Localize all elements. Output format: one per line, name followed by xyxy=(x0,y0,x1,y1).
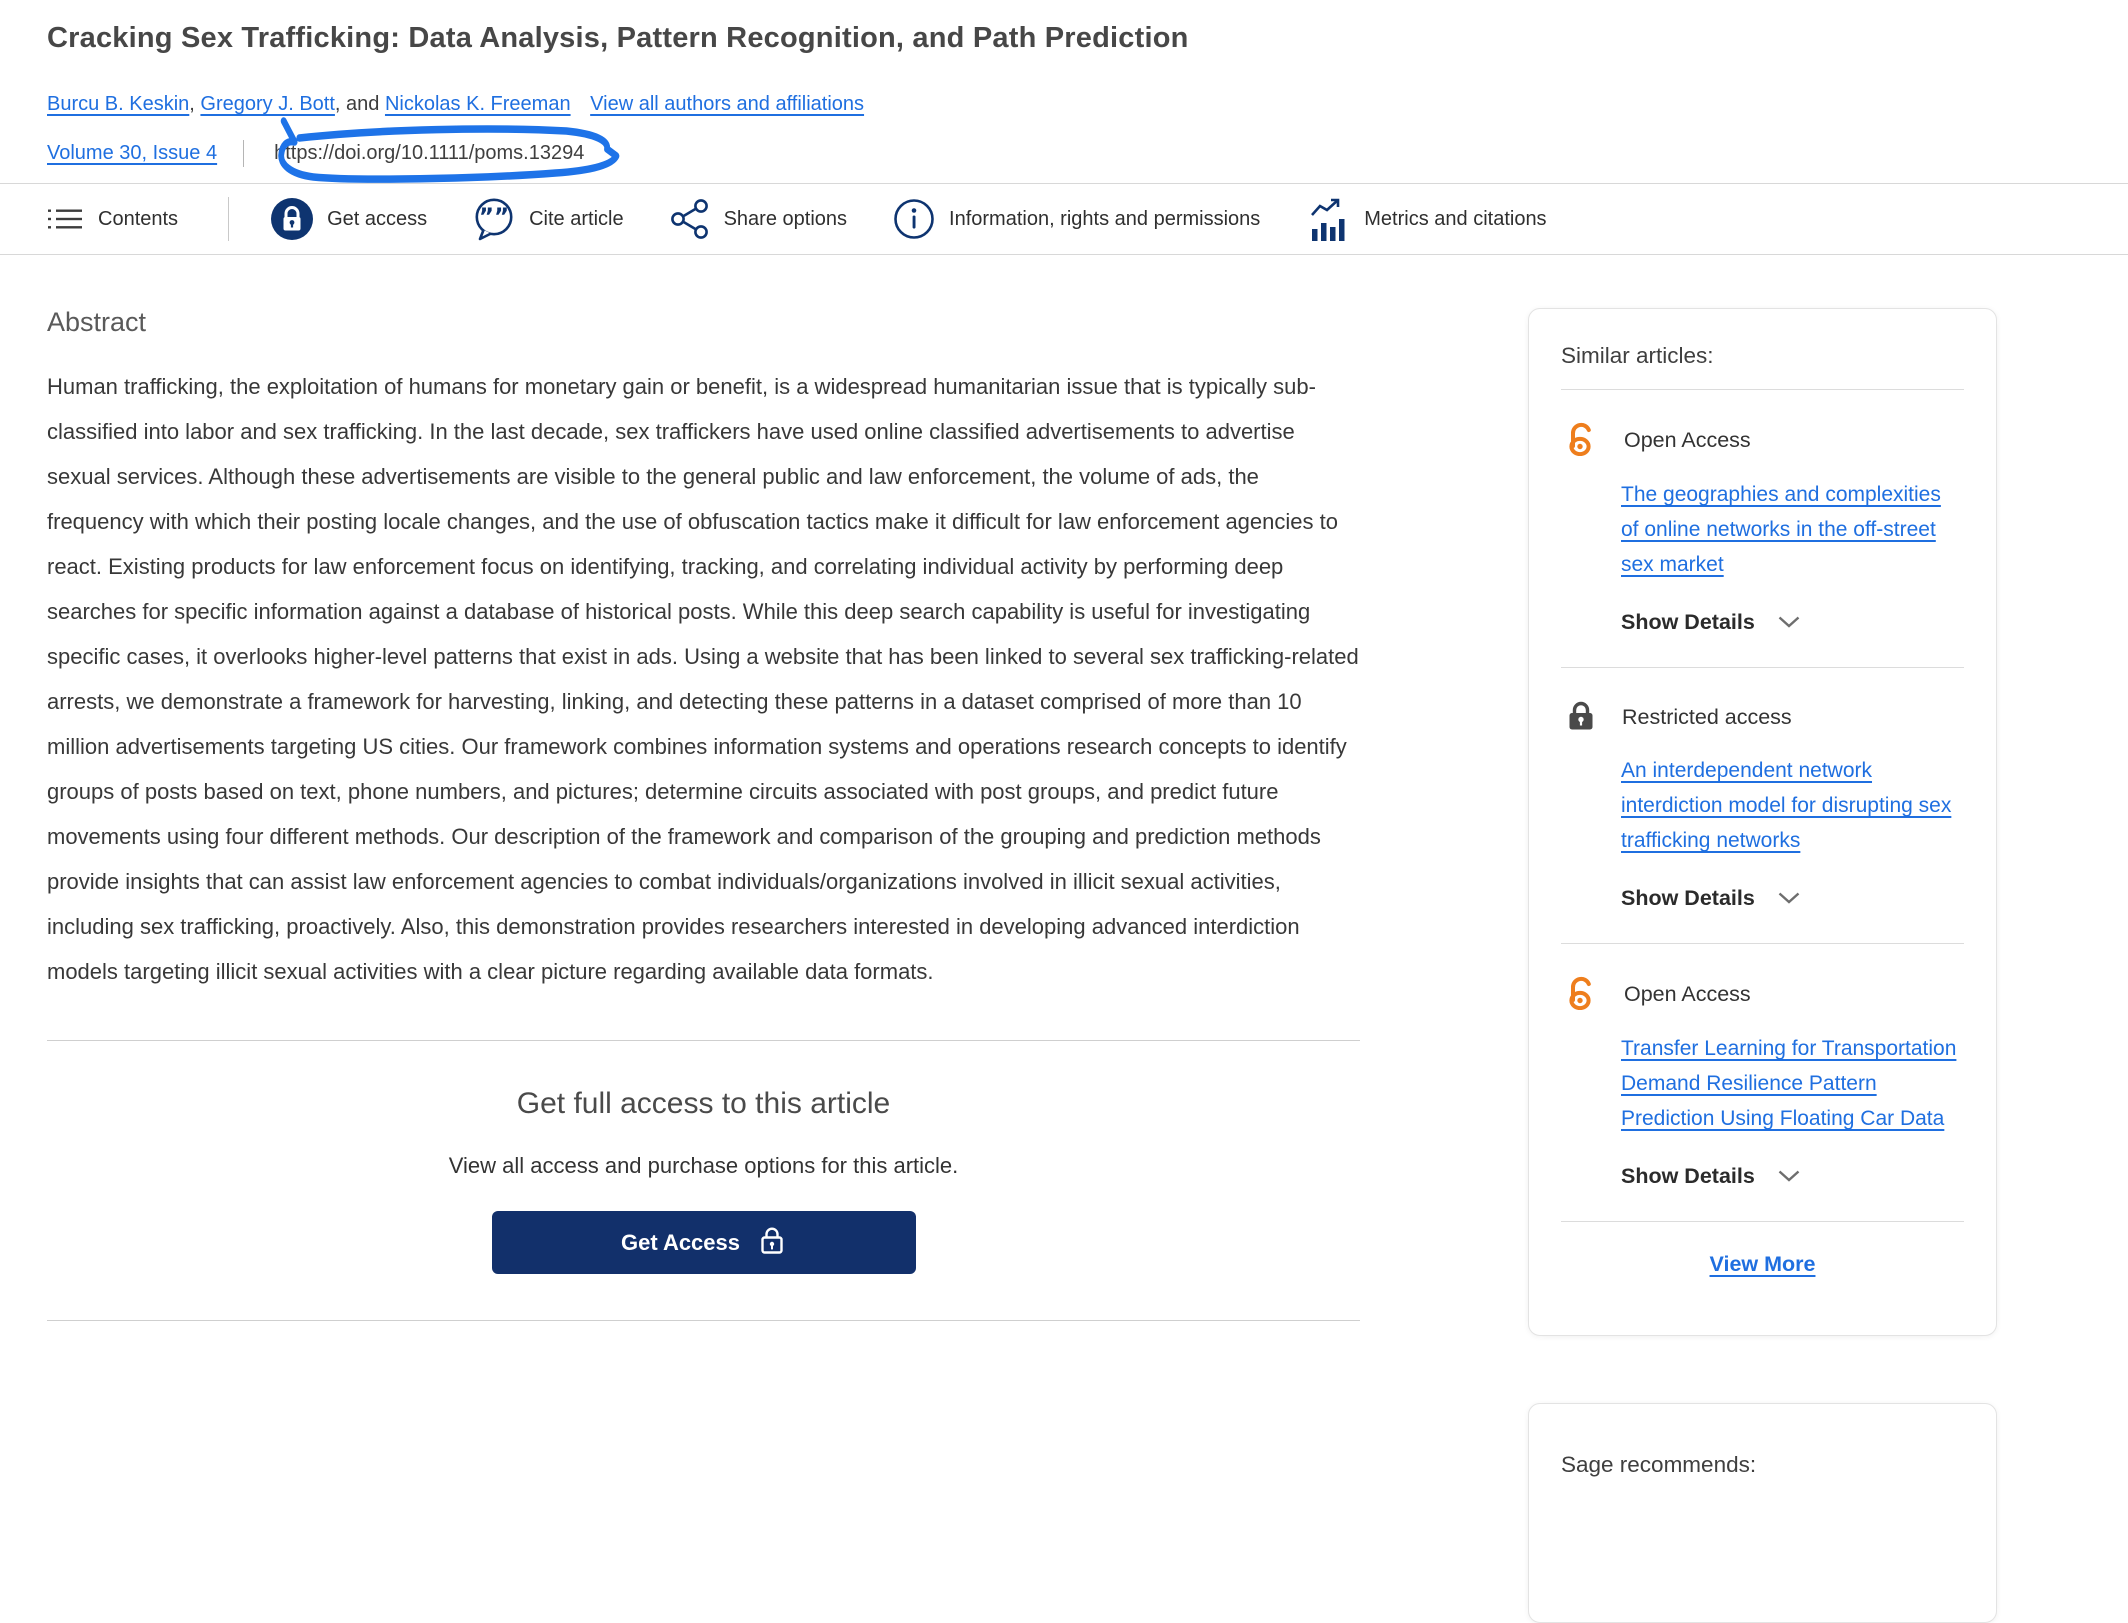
access-panel-subtext: View all access and purchase options for this article. xyxy=(448,1153,959,1178)
lock-outline-icon xyxy=(758,1224,786,1262)
doi-wrap xyxy=(270,140,588,167)
info-icon xyxy=(893,198,935,240)
volume-issue-link[interactable]: Volume 30, Issue 4 xyxy=(47,141,218,164)
access-type-row xyxy=(1561,974,1964,1015)
similar-article-item xyxy=(1561,668,1964,943)
similar-article-link[interactable]: Transfer Learning for Transportation Demand Resilience Pattern Prediction Using Floating Car Data xyxy=(1621,1037,1957,1130)
show-details-button[interactable] xyxy=(1621,610,1964,635)
access-type-label: Open Access xyxy=(1624,982,1751,1006)
article-toolbar xyxy=(0,183,2128,255)
quote-bubble-icon xyxy=(473,197,515,241)
chevron-down-icon xyxy=(1777,610,1801,635)
access-type-row xyxy=(1561,420,1964,461)
show-details-label: Show Details xyxy=(1621,610,1755,634)
share-options-button[interactable] xyxy=(670,198,847,240)
author-separator: , xyxy=(189,93,201,115)
show-details-label: Show Details xyxy=(1621,886,1755,910)
access-panel xyxy=(47,1087,1360,1274)
chevron-down-icon xyxy=(1777,886,1801,911)
cite-article-label: Cite article xyxy=(529,207,624,230)
restricted-access-icon xyxy=(1566,698,1596,737)
author-link-1[interactable]: Burcu B. Keskin xyxy=(47,93,190,115)
authors-row xyxy=(47,93,2081,116)
share-options-label: Share options xyxy=(723,207,848,230)
access-type-label: Restricted access xyxy=(1622,705,1792,729)
get-access-button[interactable] xyxy=(492,1211,916,1274)
article-meta-row xyxy=(47,137,2081,169)
view-more-row xyxy=(1561,1222,1964,1277)
similar-articles-heading: Similar articles: xyxy=(1561,343,1714,368)
get-access-label: Get access xyxy=(327,207,428,230)
show-details-button[interactable] xyxy=(1621,1164,1964,1189)
section-divider xyxy=(47,1320,1360,1321)
metrics-citations-button[interactable] xyxy=(1306,197,1546,241)
information-rights-label: Information, rights and permissions xyxy=(949,207,1261,230)
access-type-row xyxy=(1561,698,1964,737)
abstract-heading: Abstract xyxy=(47,307,147,337)
show-details-button[interactable] xyxy=(1621,886,1964,911)
sage-recommends-heading: Sage recommends: xyxy=(1561,1452,1757,1477)
view-more-link[interactable]: View More xyxy=(1709,1252,1816,1276)
contents-button[interactable] xyxy=(48,206,178,232)
access-type-label: Open Access xyxy=(1624,428,1751,452)
open-access-icon xyxy=(1566,420,1598,461)
abstract-text: Human trafficking, the exploitation of humans for monetary gain or benefit, is a widespread humanitarian issue that is typically sub-classified into labor and sex trafficking. In the last decade, sex traffickers have used online classified advertisements to advertise sexual services. Although these advertisements are visible to the general public and law enforcement, the volume of ads, the frequency with which their posting locale changes, and the use of obfuscation tactics make it difficult for law enforcement agencies to react. Existing products for law enforcement focus on identifying, tracking, and correlating individual activity by performing deep searches for specific information against a database of historical posts. While this deep search capability is useful for investigating specific cases, it overlooks higher-level patterns that exist in ads. Using a website that has been linked to several sex trafficking-related arrests, we demonstrate a framework for harvesting, linking, and detecting these patterns in a dataset comprised of more than 10 million advertisements targeting US cities. Our framework combines information systems and operations research concepts to identify groups of posts based on text, phone numbers, and pictures; determine circuits associated with post groups, and predict future movements using four different methods. Our description of the framework and comparison of the grouping and prediction methods provide insights that can assist law enforcement agencies to combat individuals/organizations involved in illicit sexual activities, including sex trafficking, proactively. Also, this demonstration provides researchers interested in developing advanced interdiction models targeting illicit sexual activities with a clear picture regarding available data formats. xyxy=(47,374,1359,984)
author-link-3[interactable]: Nickolas K. Freeman xyxy=(384,93,571,115)
sidebar xyxy=(1528,308,1997,1623)
author-link-2[interactable]: Gregory J. Bott xyxy=(200,93,335,115)
main-column xyxy=(47,307,1360,1321)
similar-article-item xyxy=(1561,944,1964,1221)
view-all-authors-link[interactable]: View all authors and affiliations xyxy=(590,93,865,115)
contents-label: Contents xyxy=(98,207,179,230)
doi-text: https://doi.org/10.1111/poms.13294 xyxy=(274,141,585,164)
information-rights-button[interactable] xyxy=(893,198,1260,240)
show-details-label: Show Details xyxy=(1621,1164,1755,1188)
page-title: Cracking Sex Trafficking: Data Analysis, Pattern Recognition, and Path Prediction xyxy=(47,22,1189,54)
metrics-icon xyxy=(1306,197,1350,241)
get-access-toolbar-button[interactable] xyxy=(271,198,427,240)
access-panel-heading: Get full access to this article xyxy=(516,1087,891,1120)
sage-recommends-card xyxy=(1528,1403,1997,1623)
article-header xyxy=(0,0,2128,169)
share-icon xyxy=(670,198,710,240)
toolbar-divider xyxy=(228,197,229,241)
contents-icon xyxy=(48,206,84,232)
similar-article-link[interactable]: An interdependent network interdiction model for disrupting sex trafficking networks xyxy=(1621,759,1952,852)
chevron-down-icon xyxy=(1777,1164,1801,1189)
open-access-icon xyxy=(1566,974,1598,1015)
section-divider xyxy=(47,1040,1360,1041)
svg-text:””: ”” xyxy=(478,204,510,231)
author-separator: , and xyxy=(334,93,385,115)
metrics-citations-label: Metrics and citations xyxy=(1364,207,1547,230)
similar-articles-card xyxy=(1528,308,1997,1336)
cite-article-button[interactable] xyxy=(473,197,623,241)
meta-divider xyxy=(243,140,244,167)
lock-circle-icon xyxy=(271,198,313,240)
similar-article-item xyxy=(1561,390,1964,667)
get-access-button-label: Get Access xyxy=(620,1229,741,1255)
similar-article-link[interactable]: The geographies and complexities of online networks in the off-street sex market xyxy=(1621,483,1941,576)
